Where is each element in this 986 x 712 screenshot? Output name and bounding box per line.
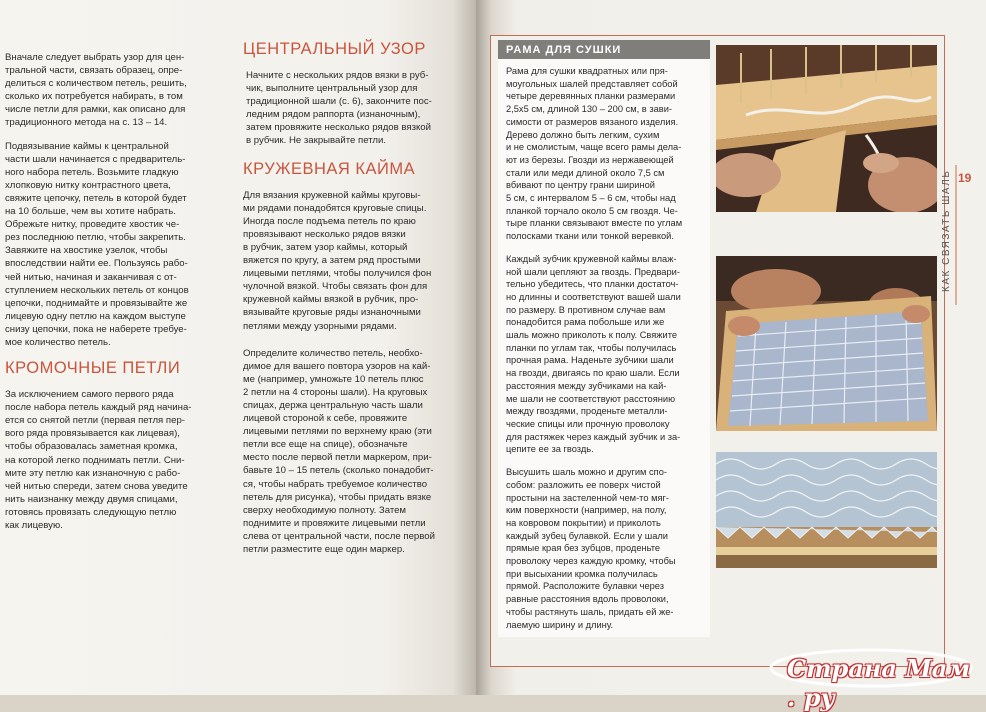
left-column-2 <box>243 40 458 566</box>
lace-edge-pinned-photo <box>716 452 937 568</box>
chapter-title: КАК СВЯЗАТЬ ШАЛЬ <box>941 169 952 292</box>
heading-central-pattern: ЦЕНТРАЛЬНЫЙ УЗОР <box>243 40 426 58</box>
chapter-tab <box>954 165 982 305</box>
lace-border-paragraph: Для вязания кружевной каймы круговы- ми рядами понадобятся круговые спицы. Иногда после подъема петель по краю провязывают несколько рядов вязки в рубчик, затем узор каймы, который вяжется по кругу, а затем ряд простыми лицевыми петлями, чтобы получился фон чулочной вязкой. Чтобы связать фон для кружевной каймы вязкой в рубчик, про- вязывайте круговые ряды изнаночными петлями между узорными рядами. <box>243 189 432 332</box>
box-paragraph-1: Рама для сушки квадратных или пря- моугольных шалей представляет собой четыре деревянных планки размерами 2,5х5 см, длиной 130 – 200 см, в зави- симости от размеров вязаного изделия. Дерево должно быть легким, сухим и не смолистым, чаще всего рамы дела- ют из березы. Гвозди из нержавеющей стали или меди длиной около 7,5 см вбивают по центру грани шириной 5 см, с интервалом 5 – 6 см, чтобы над планкой торчало около 5 см гвоздя. Че- тыре планки связывают вместе по углам полосками ткани или тонкой веревкой. <box>506 66 683 242</box>
central-pattern-paragraph: Начните с нескольких рядов вязки в руб- чик, выполните центральный узор для традиционной шали (с. 6), закончите пос- ледним рядом раппорта (изнаночным), затем провяжите несколько рядов вязкой в рубчик. Не закрывайте петли. <box>246 70 432 147</box>
drying-frame-box <box>498 40 710 637</box>
border-paragraph: Подвязывание каймы к центральной части шали начинается с предваритель- ного набора петель. Возьмите гладкую хлопковую нитку контрастного цвета, свяжите цепочку, петель в которой будет на 10 больше, чем вы хотите набрать. Обрежьте нитку, проведите хвостик че- рез последнюю петлю, чтобы закрепить. Завяжите на хвостике узелок, чтобы впоследствии найти ее. Пользуясь рабо- чей нитью, начиная и заканчивая с от- ступлением нескольких петель от концов цепочки, поднимайте и провязывайте же лицевую одну петлю на каждом выступе снизу цепочки, пока не наберете требуе- мое количество петель. <box>5 140 189 348</box>
box-text <box>498 59 710 631</box>
page-number: 19 <box>958 171 972 185</box>
box-paragraph-2: Каждый зубчик кружевной каймы влаж- ной шали цепляют за гвоздь. Предвари- тельно убедитесь, что планки достаточ- но длинны и соответствуют вашей шали по размеру. В противном случае вам понадобится рама побольше или же шаль можно приколоть к полу. Свяжите планки по углам так, чтобы получилась прочная рама. Наденьте зубчики шали на гвозди, двигаясь по краю шали. Если расстояния между зубчиками на кай- ме шали не соответствуют расстоянию между гвоздями, проденьте металли- ческие спицы или прочную проволоку для растяжек через каждый зубчик и за- цепите ее за гвоздь. <box>506 253 681 455</box>
drying-frame-nails-photo <box>716 45 937 212</box>
watermark: Страна Мам . ру <box>787 654 971 712</box>
shawl-on-frame-photo <box>716 256 937 431</box>
box-title: РАМА ДЛЯ СУШКИ <box>498 40 710 59</box>
heading-lace-border: КРУЖЕВНАЯ КАЙМА <box>243 159 416 178</box>
stitch-count-paragraph: Определите количество петель, необхо- димое для вашего повтора узоров на кай- ме (например, умножьте 10 петель плюс 2 петли на 4 стороны шали). На круговых спицах, держа центральную часть шали лицевой стороной к себе, провяжите лицевыми петлями по верхнему краю (эти петли все еще на спице), обозначьте место после первой петли маркером, при- бавьте 10 – 15 петель (сколько понадобит- ся, чтобы набрать требуемое количество петель для рисунка), чтобы придать вязке сверху необходимую полноту. Затем поднимите и провяжите лицевыми петли слева от центральной части, после первой петли разместите еще один маркер. <box>243 347 435 555</box>
heading-edge-stitches: КРОМОЧНЫЕ ПЕТЛИ <box>5 359 181 378</box>
left-column-1 <box>5 51 215 542</box>
intro-paragraph: Вначале следует выбрать узор для цен- тральной части, связать образец, опре- делиться с количеством петель, решить, сколько их потребуется набирать, в том числе петли для рамки, как описано для традиционного метода на с. 13 – 14. <box>5 52 187 129</box>
edge-stitches-paragraph: За исключением самого первого ряда после набора петель каждый ряд начина- ется со снятой петли (первая петля пер- вого ряда провязывается как лицевая), чтобы образовалась заметная кромка, на которой легко поднимать петли. Сни- мите эту петлю как изнаночную с рабо- чей нитью спереди, затем снова уведите нить наизнанку между двумя спицами, готовясь провязать следующую петлю как лицевую. <box>5 389 192 531</box>
box-paragraph-3: Высушить шаль можно и другим спо- собом: разложить ее поверх чистой простыни на застеленной чем-то мяг- ким поверхности (например, на полу, на ковровом покрытии) и приколоть каждый зубец булавкой. Если у шали прямые края без зубцов, проденьте проволоку через каждую кромку, чтобы при высыхании кромка получилась прямой. Расположите булавки через равные расстояния вдоль проволоки, чтобы растянуть шаль, придать ей же- лаемую ширину и длину. <box>506 467 676 630</box>
